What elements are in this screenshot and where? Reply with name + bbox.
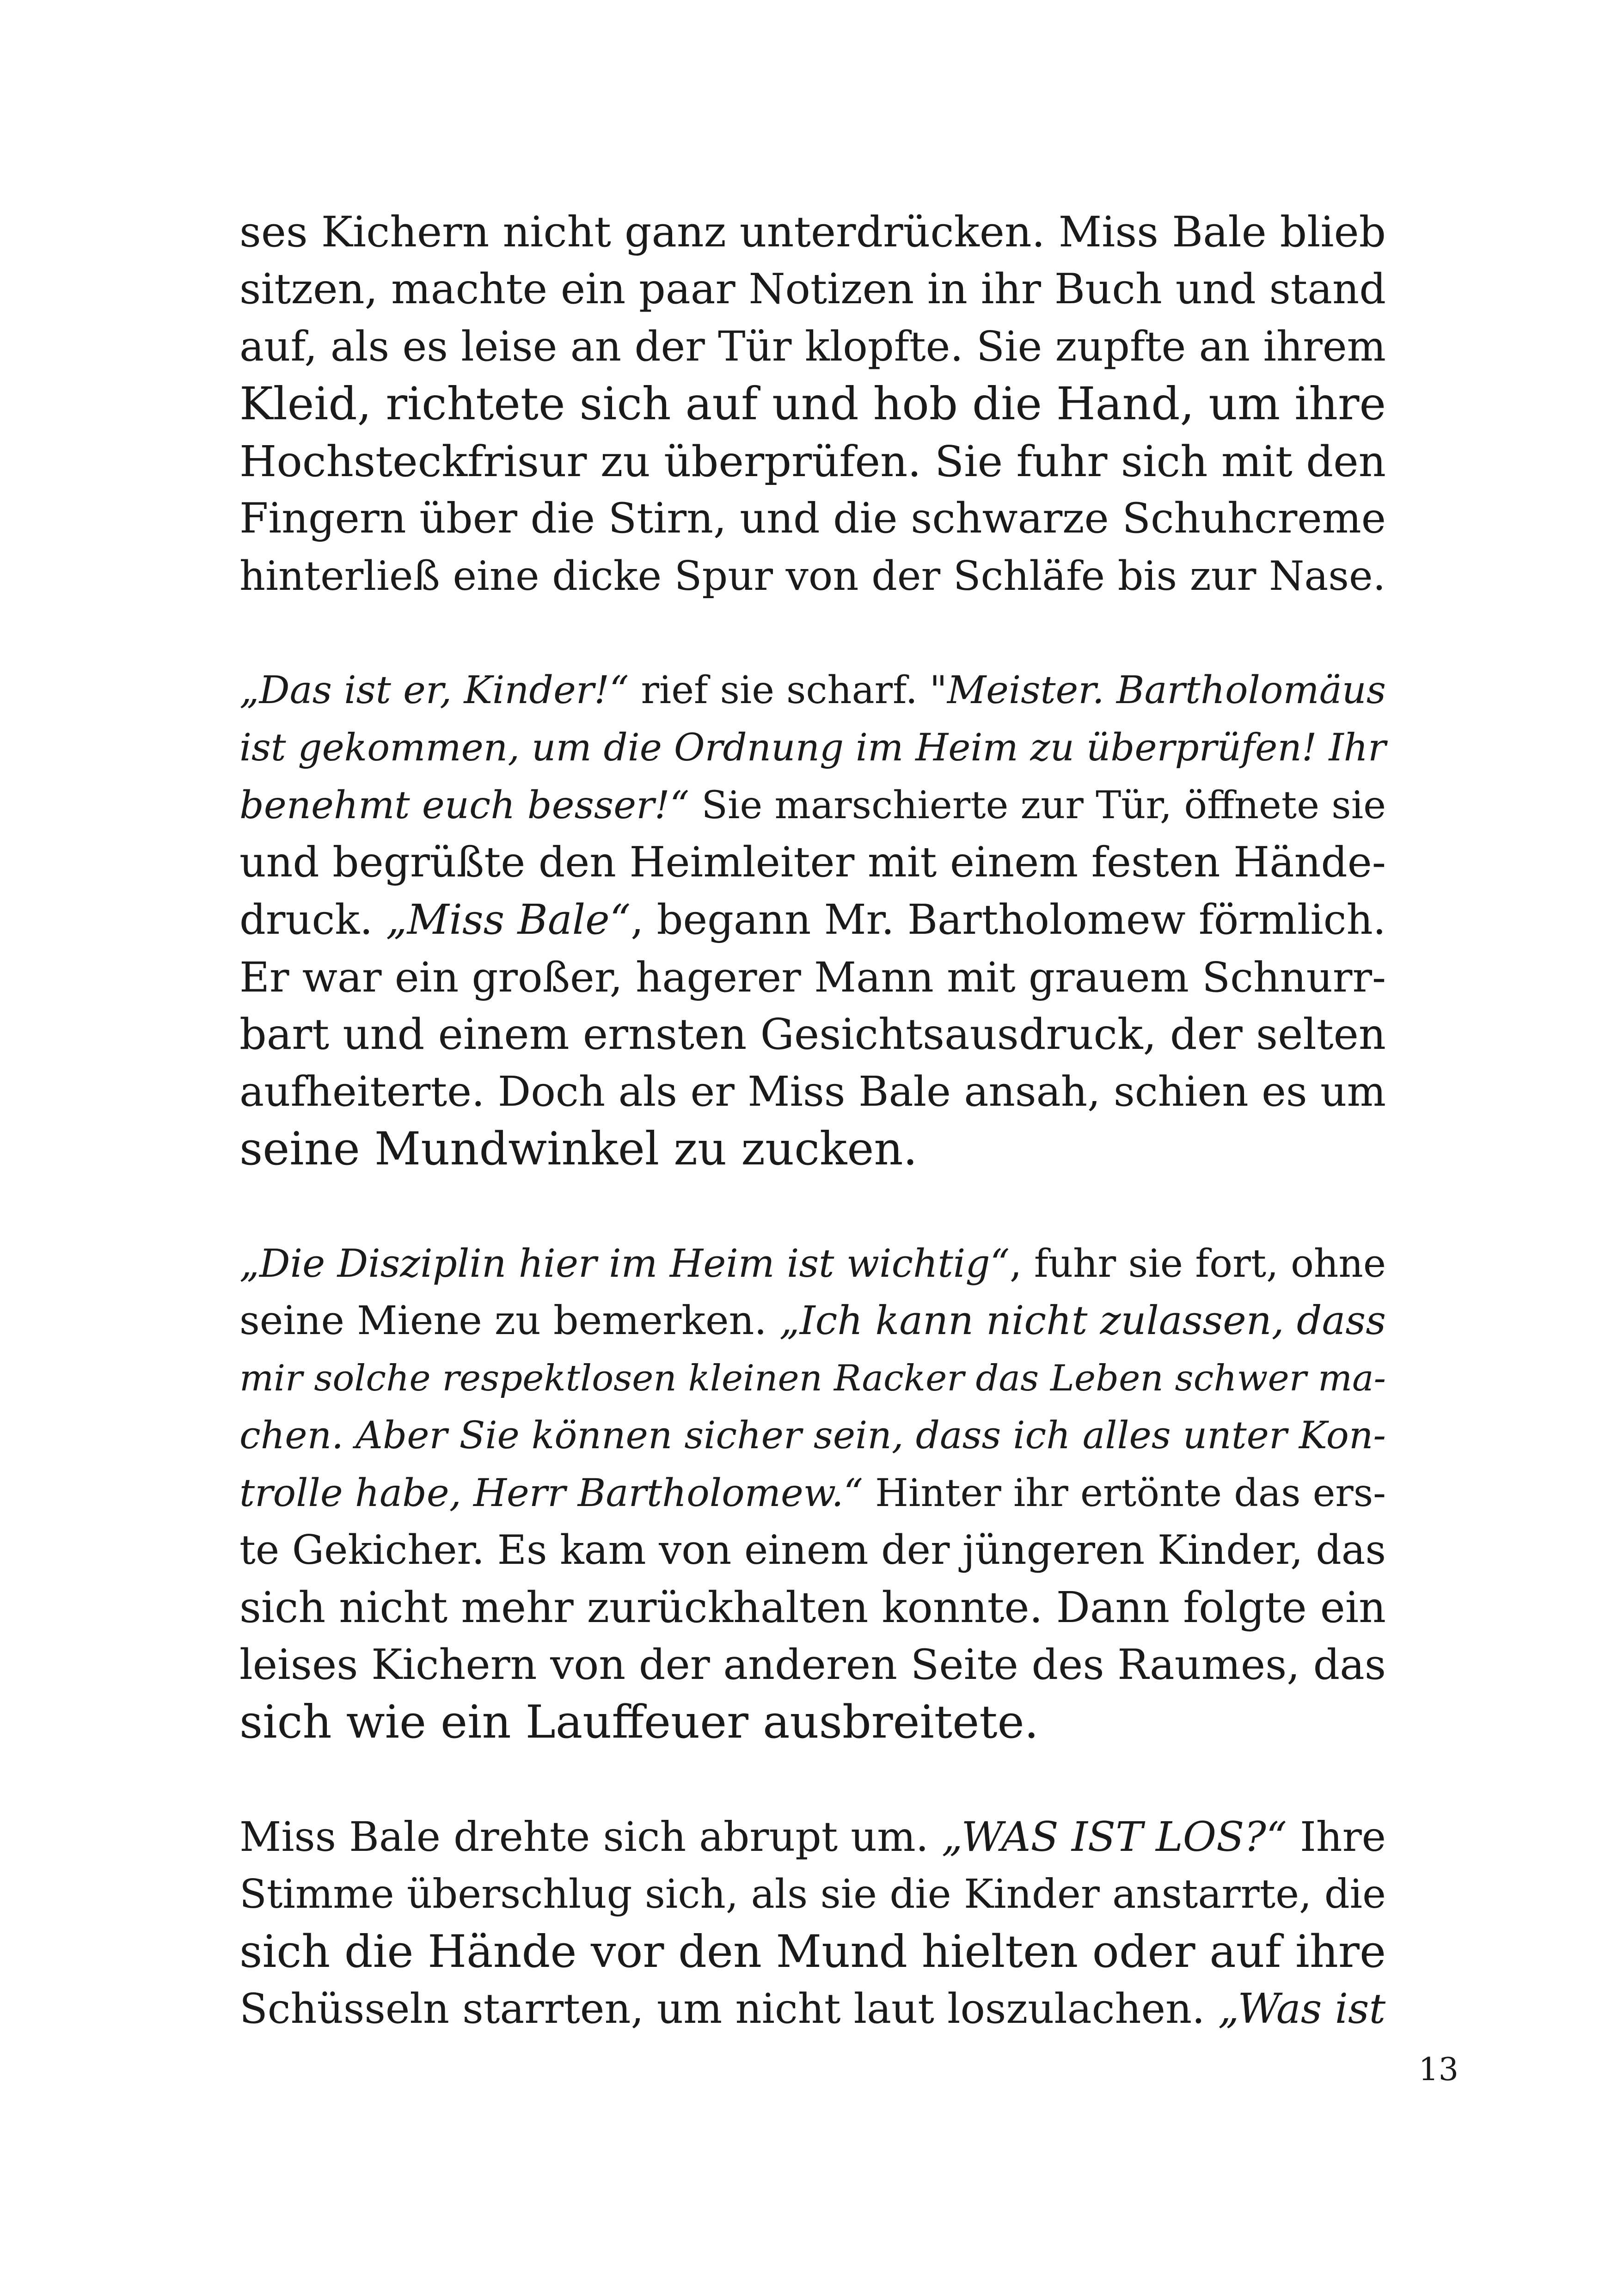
- text-run: seine Mundwinkel zu zucken.: [239, 1123, 918, 1176]
- italic-text: „WAS IST LOS?“: [941, 1813, 1287, 1861]
- text-line: [239, 891, 1386, 949]
- text-line: [239, 1522, 1386, 1579]
- italic-text: ist gekommen, um die Ordnung im Heim zu überprüfen! Ihr: [239, 726, 1386, 770]
- text-line: [239, 834, 1386, 891]
- body-text: [239, 203, 1386, 2095]
- text-run: sich die Hände vor den Mund hielten oder auf ihre: [239, 1926, 1386, 1978]
- italic-text: „Miss Bale“: [386, 896, 631, 943]
- italic-text: „Die Disziplin hier im Heim ist wichtig“: [239, 1241, 1010, 1286]
- text-line: [239, 490, 1386, 547]
- italic-text: „Das ist er, Kinder!“: [239, 668, 629, 712]
- text-line: [239, 261, 1386, 318]
- text-line: [239, 1579, 1386, 1636]
- italic-text: „Was ist: [1218, 1985, 1386, 2033]
- text-run: leises Kichern von der anderen Seite des Raumes, das: [239, 1641, 1386, 1689]
- text-run: ses Kichern nicht ganz unterdrücken. Miss Bale blieb: [239, 207, 1386, 257]
- paragraph: [239, 662, 1386, 1178]
- text-line: [239, 318, 1386, 375]
- text-run: Er war ein großer, hagerer Mann mit grauem Schnurr-: [239, 953, 1386, 1001]
- text-run: druck.: [239, 896, 386, 943]
- text-run: sich nicht mehr zurückhalten konnte. Dann folgte ein: [239, 1583, 1386, 1632]
- italic-text: trolle habe, Herr Bartholomew.“: [239, 1471, 863, 1515]
- text-line: [239, 1292, 1386, 1350]
- text-line: [239, 547, 1386, 605]
- text-run: Fingern über die Stirn, und die schwarze Schuhcreme: [239, 495, 1386, 543]
- italic-text: chen. Aber Sie können sicher sein, dass ich alles unter Kon-: [239, 1414, 1386, 1457]
- paragraph: [239, 1235, 1386, 1751]
- text-run: Kleid, richtete sich auf und hob die Hand, um ihre: [239, 378, 1386, 430]
- text-run: hinterließ eine dicke Spur von der Schläfe bis zur Nase.: [239, 552, 1386, 600]
- text-run: te Gekicher. Es kam von einem der jüngeren Kinder, das: [239, 1527, 1386, 1574]
- text-run: Miss Bale drehte sich abrupt um.: [239, 1813, 942, 1861]
- text-run: Ihre: [1287, 1813, 1386, 1861]
- text-line: [239, 1464, 1386, 1522]
- text-line: [239, 1980, 1386, 2038]
- italic-text: benehmt euch besser!“: [239, 783, 690, 827]
- text-line: [239, 1407, 1386, 1464]
- text-line: [239, 1808, 1386, 1866]
- text-line: [239, 777, 1386, 834]
- text-run: , begann Mr. Bartholomew förmlich.: [631, 896, 1386, 943]
- text-run: und begrüßte den Heimleiter mit einem festen Hände-: [239, 839, 1386, 887]
- text-line: [239, 949, 1386, 1006]
- text-run: Hinter ihr ertönte das ers-: [863, 1471, 1386, 1515]
- text-run: Stimme überschlug sich, als sie die Kinder anstarrte, die: [239, 1871, 1386, 1917]
- text-line: [239, 1923, 1386, 1980]
- text-run: aufheiterte. Doch als er Miss Bale ansah, schien es um: [239, 1068, 1386, 1116]
- text-run: sich wie ein Lauffeuer ausbreitete.: [239, 1696, 1039, 1749]
- text-run: sitzen, machte ein paar Notizen in ihr Buch und stand: [239, 265, 1386, 313]
- text-run: Schüsseln starrten, um nicht laut loszulachen.: [239, 1985, 1218, 2033]
- page-number: 13: [1418, 2051, 1459, 2088]
- italic-text: „Ich kann nicht zulassen, dass: [779, 1298, 1386, 1344]
- paragraph: [239, 203, 1386, 605]
- text-line: [239, 1120, 1386, 1178]
- text-line: [239, 662, 1386, 719]
- text-line: [239, 1866, 1386, 1923]
- text-run: rief sie scharf. ": [629, 668, 947, 712]
- text-line: [239, 719, 1386, 777]
- text-line: [239, 1350, 1386, 1407]
- text-run: bart und einem ernsten Gesichtsausdruck, der selten: [239, 1010, 1386, 1059]
- text-run: seine Miene zu bemerken.: [239, 1298, 779, 1344]
- text-line: [239, 1694, 1386, 1751]
- text-run: Sie marschierte zur Tür, öffnete sie: [689, 783, 1386, 827]
- text-run: auf, als es leise an der Tür klopfte. Sie zupfte an ihrem: [239, 323, 1386, 371]
- text-line: [239, 1235, 1386, 1292]
- text-line: [239, 1636, 1386, 1694]
- text-line: [239, 375, 1386, 433]
- text-line: [239, 433, 1386, 490]
- italic-text: Meister. Bartholomäus: [947, 668, 1386, 712]
- italic-text: mir solche respektlosen kleinen Racker das Leben schwer ma-: [239, 1357, 1386, 1399]
- text-line: [239, 1006, 1386, 1063]
- text-line: [239, 203, 1386, 261]
- paragraph: [239, 1808, 1386, 2038]
- text-line: [239, 1063, 1386, 1120]
- text-run: , fuhr sie fort, ohne: [1010, 1241, 1386, 1286]
- text-run: Hochsteckfrisur zu überprüfen. Sie fuhr sich mit den: [239, 436, 1386, 486]
